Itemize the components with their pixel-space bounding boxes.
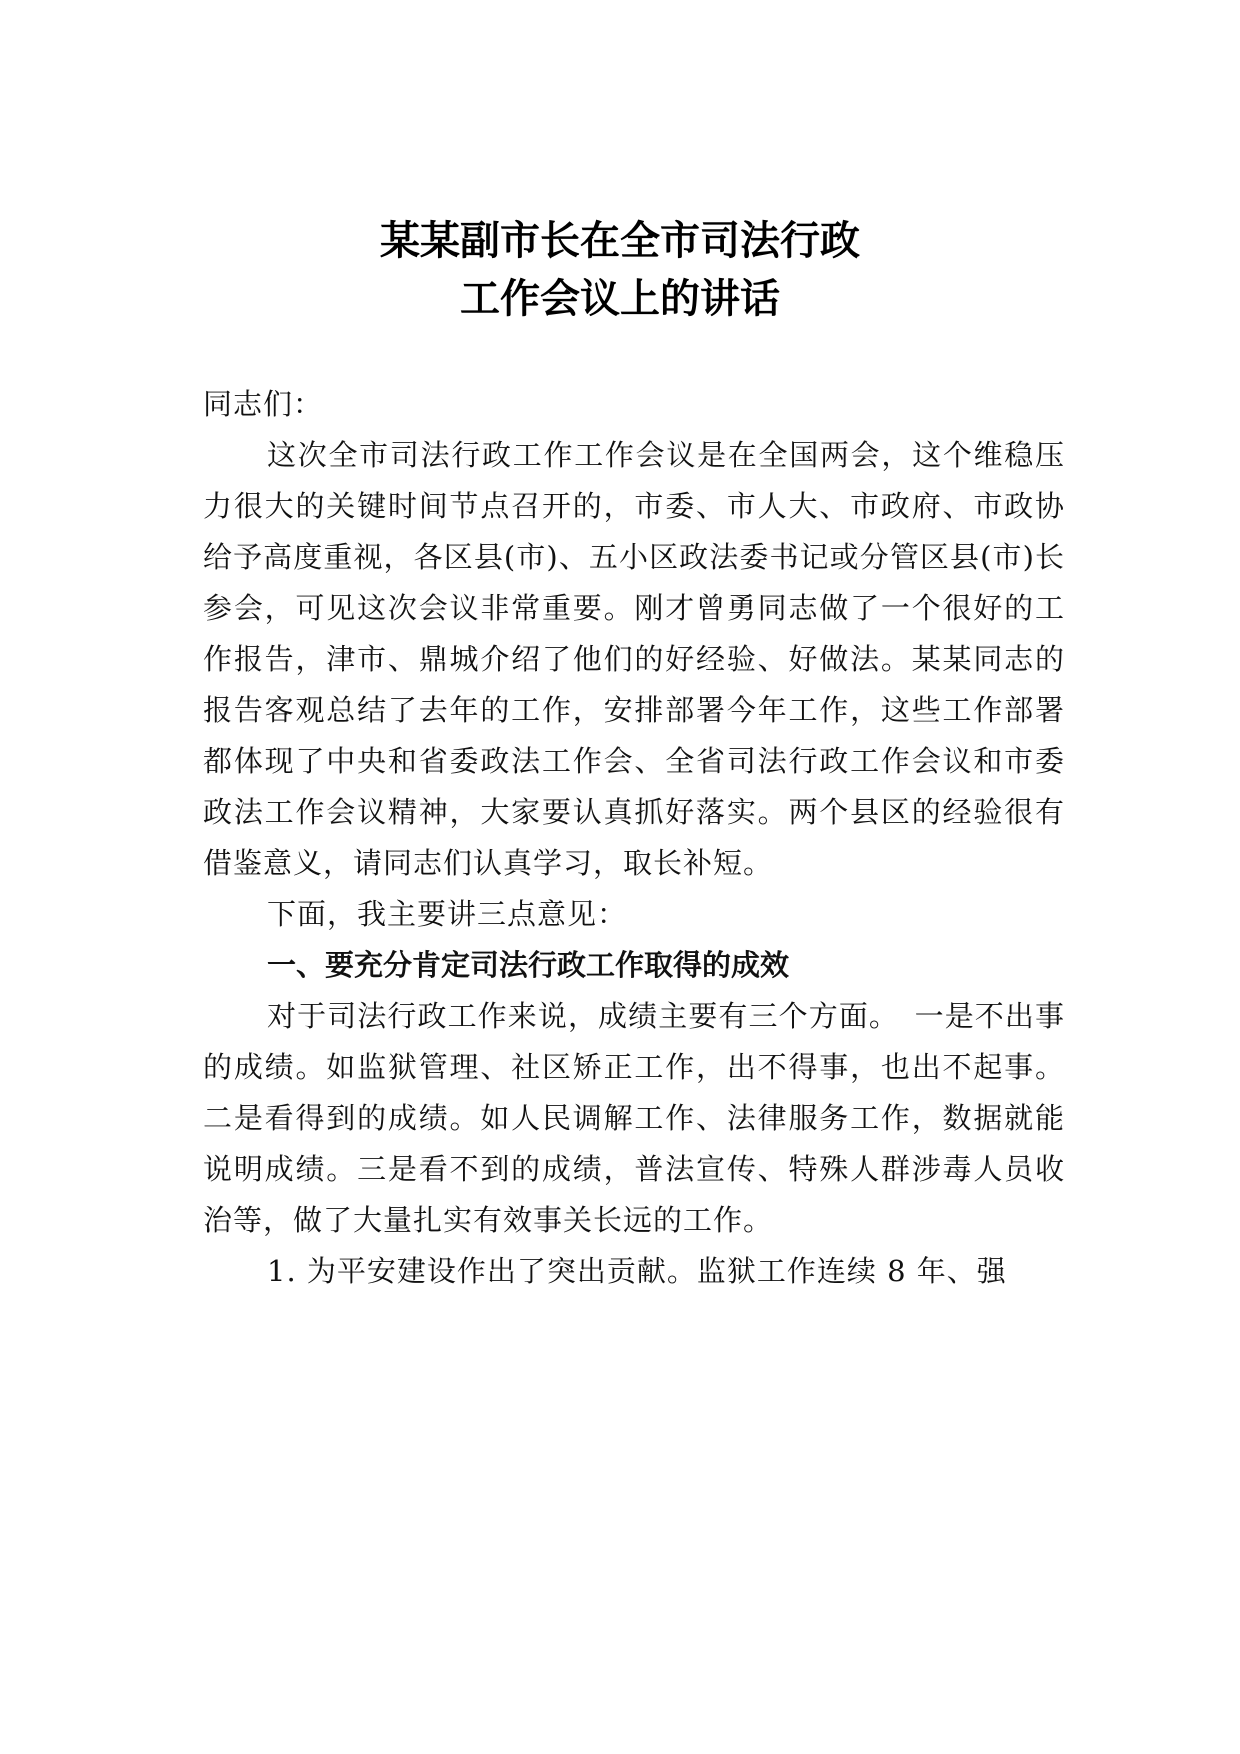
paragraph-point-1: 1. 为平安建设作出了突出贡献。监狱工作连续 8 年、强	[267, 1254, 1007, 1288]
paragraph-intro-points: 下面，我主要讲三点意见：	[267, 897, 628, 931]
section-heading-1: 一、要充分肯定司法行政工作取得的成效	[267, 948, 790, 982]
document-body	[203, 379, 1065, 1297]
title-line-2: 工作会议上的讲话	[460, 276, 780, 322]
paragraph-opening: 这次全市司法行政工作工作会议是在全国两会，这个维稳压力很大的关键时间节点召开的，市委、市人大、市政府、市政协给予高度重视，各区县(市)、五小区政法委书记或分管区县(市)长参会，可见这次会议非常重要。刚才曾勇同志做了一个很好的工作报告，津市、鼎城介绍了他们的好经验、好做法。某某同志的报告客观总结了去年的工作，安排部署今年工作，这些工作部署都体现了中央和省委政法工作会、全省司法行政工作会议和市委政法工作会议精神，大家要认真抓好落实。两个县区的经验很有借鉴意义，请同志们认真学习，取长补短。	[203, 438, 1065, 880]
document-title	[0, 212, 1240, 328]
paragraph-achievements: 对于司法行政工作来说，成绩主要有三个方面。 一是不出事的成绩。如监狱管理、社区矫正工作，出不得事，也出不起事。二是看得到的成绩。如人民调解工作、法律服务工作，数据就能说明成绩。三是看不到的成绩，普法宣传、特殊人群涉毒人员收治等，做了大量扎实有效事关长远的工作。	[203, 999, 1065, 1237]
title-line-1: 某某副市长在全市司法行政	[380, 218, 860, 264]
salutation: 同志们：	[203, 387, 324, 421]
